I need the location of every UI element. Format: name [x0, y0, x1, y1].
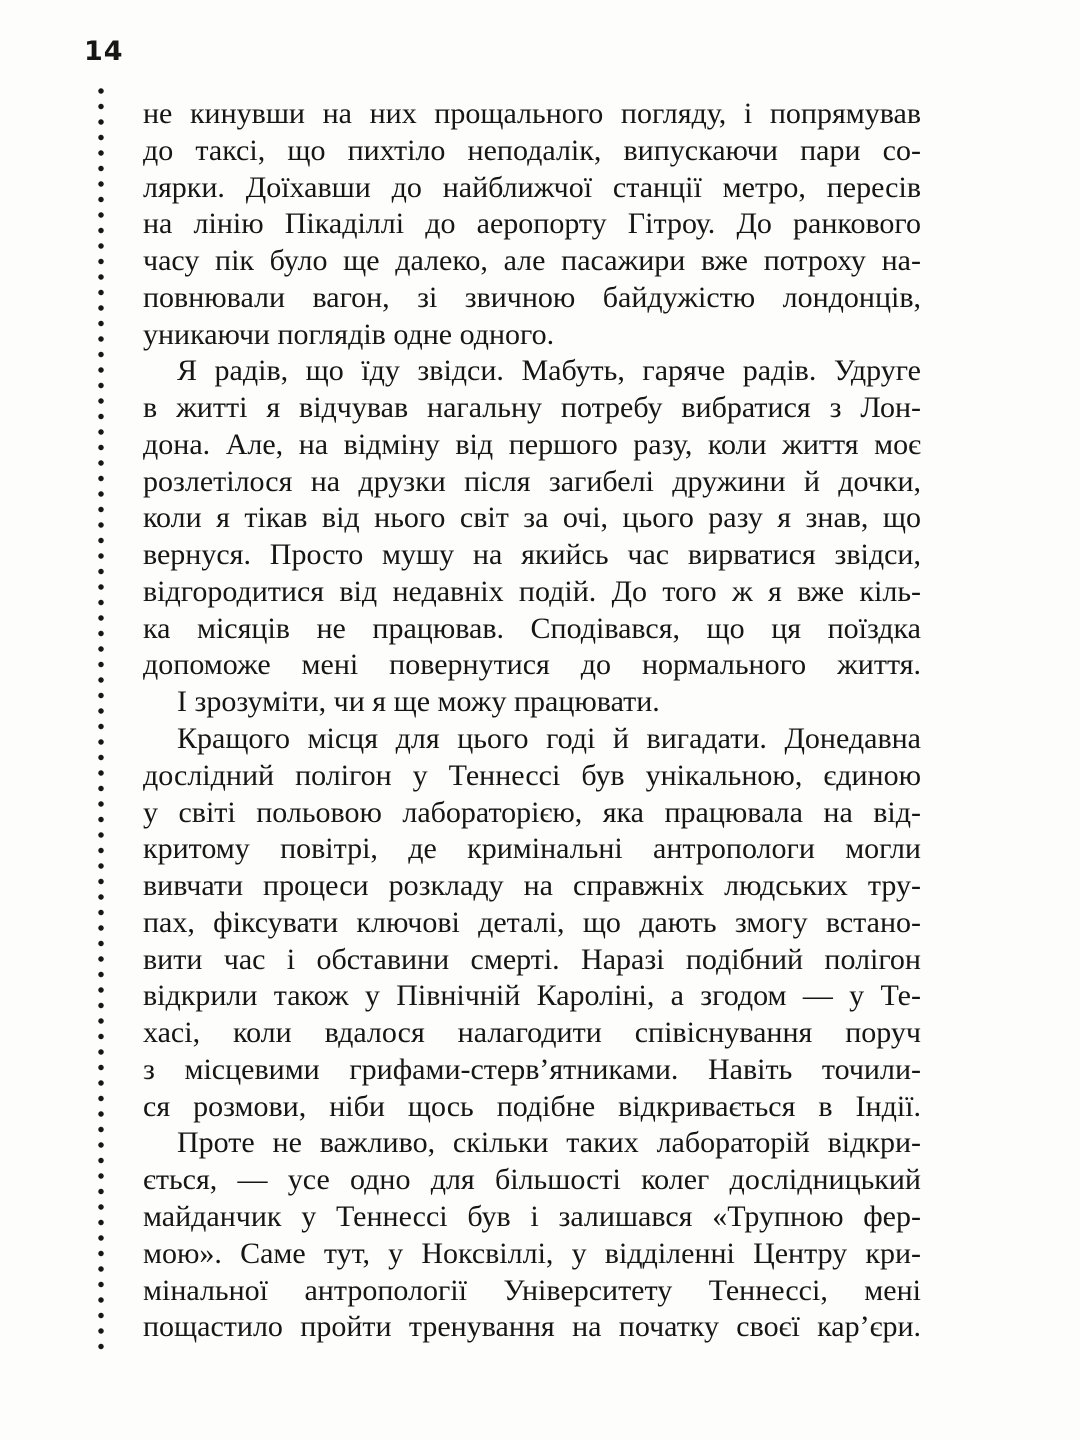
text-line: ка місяців не працював. Сподівався, що ця поїздка	[143, 611, 921, 645]
text-line: часу пік було ще далеко, але пасажири вже потроху на-	[143, 244, 921, 278]
text-line: відкрили також у Північній Кароліні, а згодом — у Те-	[143, 979, 921, 1013]
text-line: відгородитися від недавніх подій. До того ж я вже кіль-	[143, 574, 921, 608]
paragraph	[143, 353, 921, 684]
text-line: у світі польовою лабораторією, яка працювала на від-	[143, 795, 921, 829]
text-line: з місцевими грифами-стерв’ятниками. Навіть точили-	[143, 1052, 921, 1086]
paragraph	[143, 96, 921, 353]
text-line: Кращого місця для цього годі й вигадати. Донедавна	[177, 722, 921, 756]
text-line: хасі, коли вдалося налагодити співіснування поруч	[143, 1016, 921, 1050]
text-line: дослідний полігон у Теннессі був унікальною, єдиною	[143, 758, 921, 792]
text-line: розлетілося на друзки після загибелі дружини й дочки,	[143, 464, 921, 498]
text-line: допоможе мені повернутися до нормального життя.	[143, 648, 921, 682]
text-line: мою». Саме тут, у Ноксвіллі, у відділенні Центру кри-	[143, 1236, 921, 1270]
text-line: пах, фіксувати ключові деталі, що дають змогу встано-	[143, 905, 921, 939]
text-line: уникаючи поглядів одне одного.	[143, 317, 555, 351]
text-line: на лінію Пікаділлі до аеропорту Гітроу. До ранкового	[143, 207, 921, 241]
text-line: мінальної антропології Університету Теннессі, мені	[143, 1273, 921, 1307]
text-line: повнювали вагон, зі звичною байдужістю лондонців,	[143, 280, 921, 314]
text-line: вити час і обставини смерті. Наразі подібний полігон	[143, 942, 921, 976]
text-line: ся розмови, ніби щось подібне відкривається в Індії.	[143, 1089, 921, 1123]
text-line: коли я тікав від нього світ за очі, цього разу я знав, що	[143, 501, 921, 535]
text-line: до таксі, що пихтіло неподалік, випускаючи пари со-	[143, 133, 921, 167]
text-line: майданчик у Теннессі був і залишався «Трупною фер-	[143, 1199, 921, 1233]
text-line: вивчати процеси розкладу на справжніх людських тру-	[143, 869, 921, 903]
text-line: пощастило пройти тренування на початку своєї кар’єри.	[143, 1310, 921, 1344]
paragraph	[143, 684, 921, 721]
text-line: не кинувши на них прощального погляду, і попрямував	[143, 97, 921, 130]
page-number: 14	[84, 36, 124, 67]
binding-dots-divider	[97, 86, 105, 1358]
text-line: дона. Але, на відміну від першого разу, коли життя моє	[143, 427, 921, 461]
paragraph	[143, 721, 921, 1125]
text-line: ється, — усе одно для більшості колег дослідницький	[143, 1163, 921, 1197]
text-line: І зрозуміти, чи я ще можу працювати.	[177, 685, 660, 719]
text-line: лярки. Доїхавши до найближчої станції метро, пересів	[143, 170, 921, 204]
text-line: в житті я відчував нагальну потребу вибратися з Лон-	[143, 391, 921, 425]
text-line: вернуся. Просто мушу на якийсь час вирватися звідси,	[143, 538, 921, 572]
text-line: Я радів, що їду звідси. Мабуть, гаряче радів. Удруге	[177, 354, 921, 388]
page-text	[143, 96, 921, 1346]
text-line: критому повітрі, де кримінальні антропологи могли	[143, 832, 921, 866]
paragraph	[143, 1125, 921, 1346]
text-line: Проте не важливо, скільки таких лабораторій відкри-	[177, 1126, 921, 1160]
